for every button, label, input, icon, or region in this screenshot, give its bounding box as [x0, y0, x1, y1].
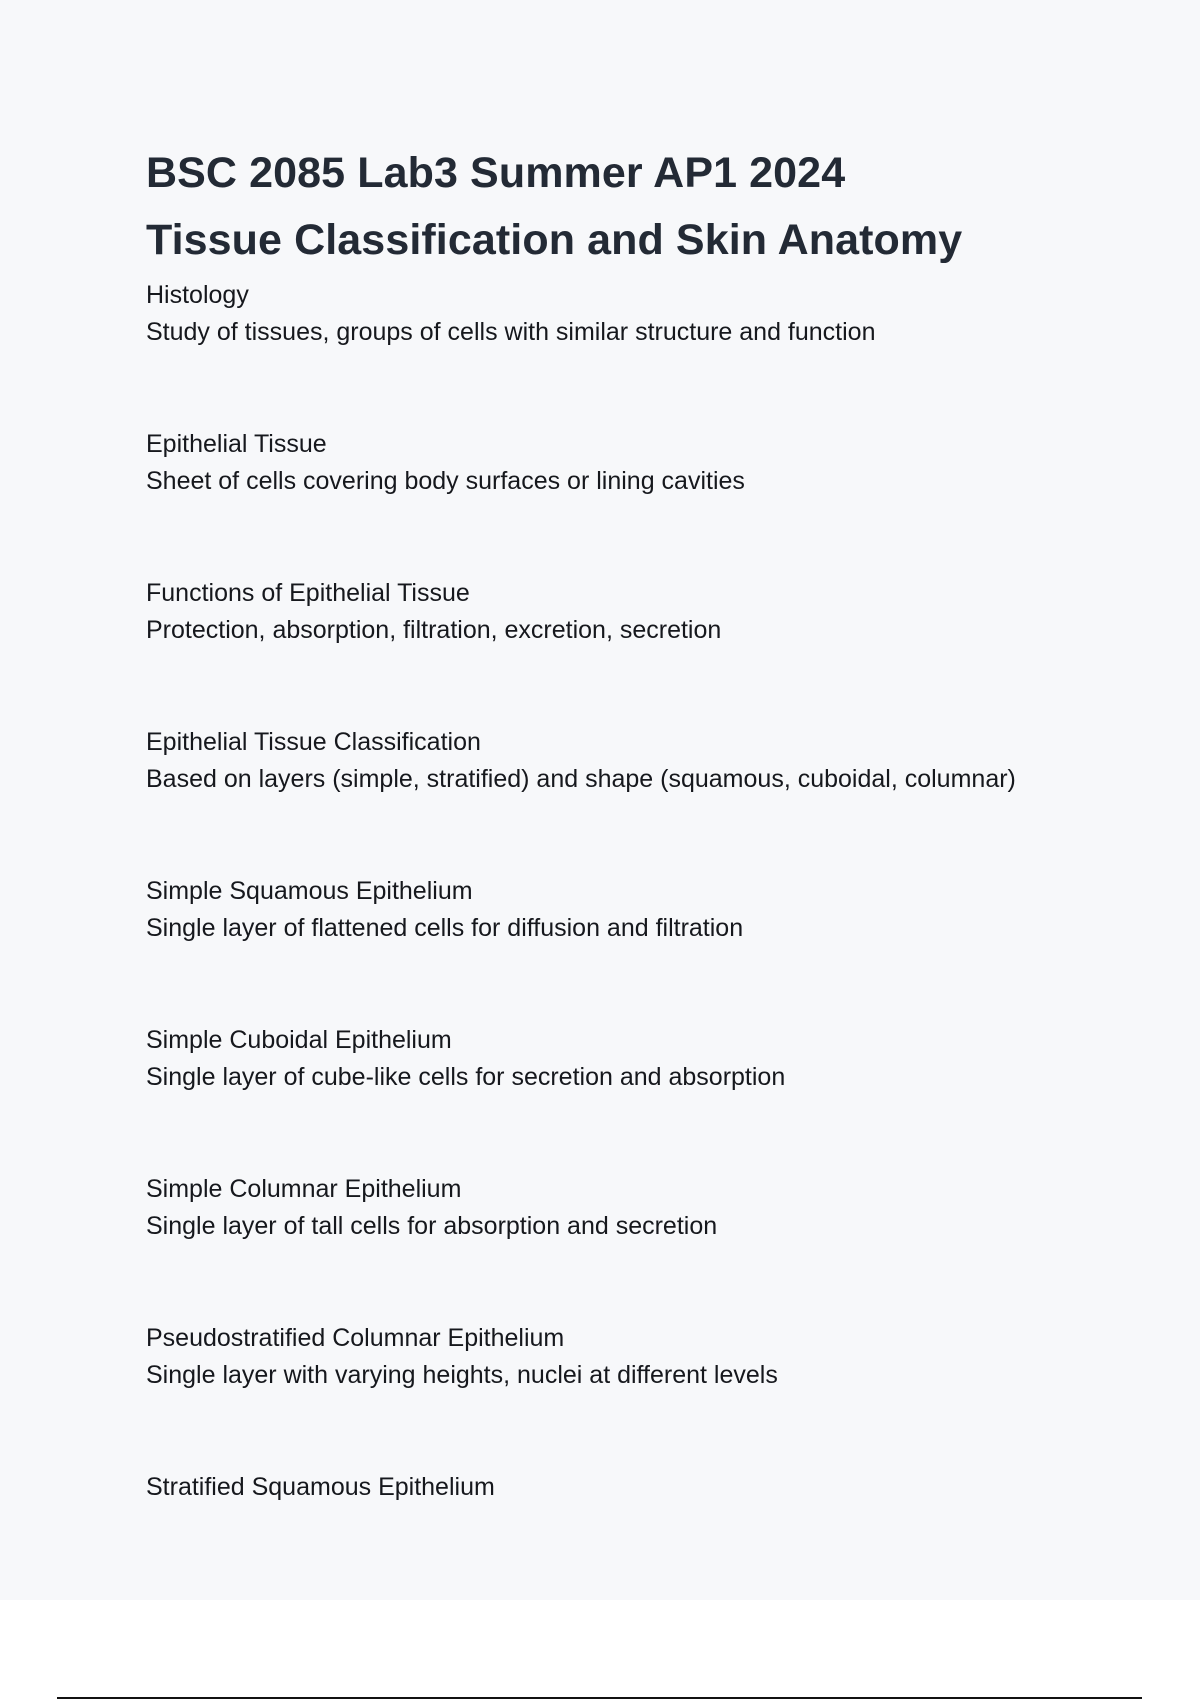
- title-line-2: Tissue Classification and Skin Anatomy: [146, 216, 963, 264]
- card-term: Simple Squamous Epithelium: [146, 877, 473, 905]
- card-term: Histology: [146, 281, 249, 309]
- flashcard-simple-cuboidal-epithelium: [146, 1022, 1106, 1096]
- card-term: Pseudostratified Columnar Epithelium: [146, 1324, 565, 1352]
- card-definition: Based on layers (simple, stratified) and shape (squamous, cuboidal, columnar): [146, 765, 1016, 793]
- card-term: Simple Cuboidal Epithelium: [146, 1026, 452, 1054]
- card-term: Simple Columnar Epithelium: [146, 1175, 462, 1203]
- card-definition: Protection, absorption, filtration, excretion, secretion: [146, 616, 722, 644]
- flashcard-list: [146, 277, 1106, 1506]
- page-divider: [57, 1697, 1142, 1699]
- flashcard-functions-of-epithelial-tissue: [146, 575, 1106, 649]
- document-content: [146, 140, 1106, 1581]
- flashcard-epithelial-tissue: [146, 426, 1106, 500]
- card-term: Functions of Epithelial Tissue: [146, 579, 470, 607]
- title-line-1: BSC 2085 Lab3 Summer AP1 2024: [146, 149, 846, 197]
- flashcard-stratified-squamous-epithelium: [146, 1469, 1106, 1506]
- flashcard-histology: [146, 277, 1106, 351]
- card-definition: Single layer with varying heights, nuclei at different levels: [146, 1361, 778, 1389]
- card-term: Stratified Squamous Epithelium: [146, 1473, 495, 1501]
- flashcard-pseudostratified-columnar-epithelium: [146, 1320, 1106, 1394]
- document-title: [146, 140, 1106, 274]
- card-term: Epithelial Tissue: [146, 430, 327, 458]
- card-term: Epithelial Tissue Classification: [146, 728, 481, 756]
- card-definition: Single layer of tall cells for absorption and secretion: [146, 1212, 718, 1240]
- card-definition: Sheet of cells covering body surfaces or lining cavities: [146, 467, 745, 495]
- flashcard-simple-squamous-epithelium: [146, 873, 1106, 947]
- card-definition: Single layer of cube-like cells for secretion and absorption: [146, 1063, 786, 1091]
- flashcard-epithelial-tissue-classification: [146, 724, 1106, 798]
- flashcard-simple-columnar-epithelium: [146, 1171, 1106, 1245]
- card-definition: Single layer of flattened cells for diffusion and filtration: [146, 914, 744, 942]
- card-definition: Study of tissues, groups of cells with similar structure and function: [146, 318, 876, 346]
